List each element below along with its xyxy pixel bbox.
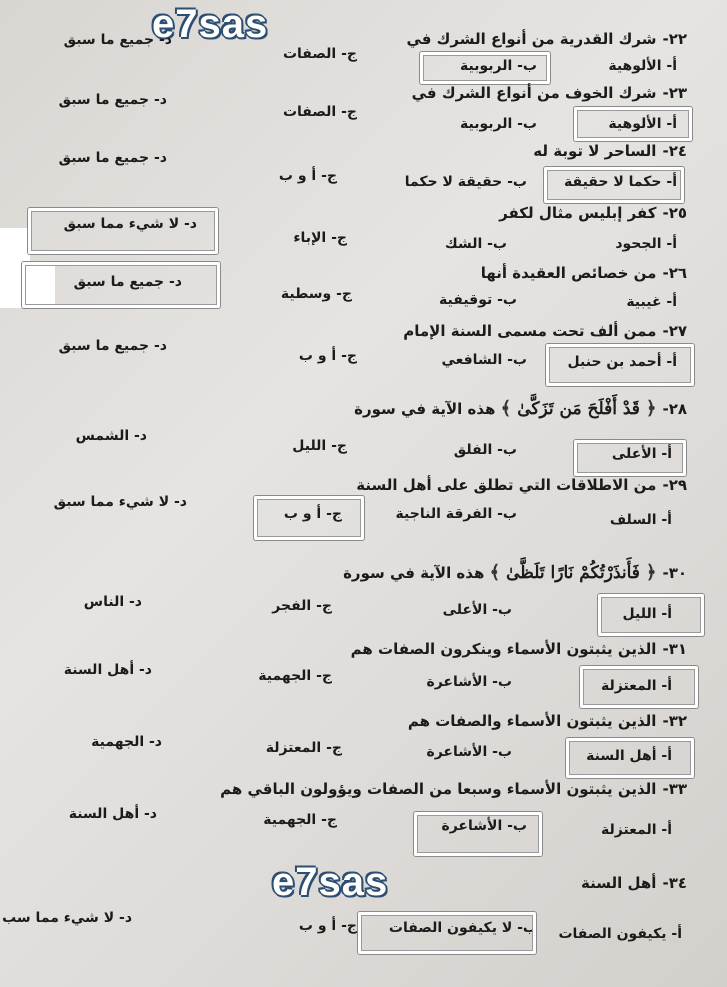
option-a[interactable]: أ- حكما لا حقيقة: [564, 174, 677, 190]
option-a[interactable]: أ- الجحود: [615, 236, 677, 252]
option-a[interactable]: أ- الألوهية: [608, 116, 677, 132]
question-34: ٣٤-أهل السنة: [581, 874, 687, 892]
option-d[interactable]: د- أهل السنة: [63, 662, 152, 678]
option-a[interactable]: أ- الأعلى: [611, 446, 672, 462]
option-d[interactable]: د- جميع ما سبق: [63, 32, 172, 48]
option-d[interactable]: د- جميع ما سبق: [58, 150, 167, 166]
answer-highlight: [28, 208, 218, 254]
option-d[interactable]: د- الشمس: [75, 428, 147, 444]
option-b[interactable]: ب- الربوبية: [459, 58, 537, 74]
option-c[interactable]: ج- الليل: [292, 438, 347, 454]
question-31: ٣١-الذين يثبتون الأسماء وينكرون الصفات هم: [350, 640, 687, 658]
option-d[interactable]: د- أهل السنة: [68, 806, 157, 822]
question-26: ٢٦-من خصائص العقيدة أنها: [480, 264, 687, 282]
option-d[interactable]: د- جميع ما سبق: [58, 338, 167, 354]
question-23: ٢٣-شرك الخوف من أنواع الشرك في: [411, 84, 687, 102]
white-patch: [0, 228, 30, 266]
answer-highlight: [546, 344, 694, 386]
option-d[interactable]: د- جميع ما سبق: [58, 92, 167, 108]
watermark-bottom: e7sas: [272, 860, 389, 904]
answer-highlight: [414, 812, 542, 856]
question-24: ٢٤-الساحر لا توبة له: [533, 142, 687, 160]
question-25: ٢٥-كفر إبليس مثال لكفر: [499, 204, 687, 222]
question-27: ٢٧-ممن ألف تحت مسمى السنة الإمام: [403, 322, 687, 340]
option-c[interactable]: ج- المعتزلة: [265, 740, 342, 756]
answer-highlight: [574, 440, 686, 476]
question-30: ٣٠-﴿فَأَنذَرْتُكُمْ نَارًا تَلَظَّىٰ﴾ هذه الآية في سورة: [343, 562, 687, 583]
option-d[interactable]: د- لا شيء مما سب: [2, 910, 132, 926]
option-c[interactable]: ج- وسطية: [280, 286, 352, 302]
option-a[interactable]: أ- الليل: [622, 606, 672, 622]
option-c[interactable]: ج- الفجر: [272, 598, 332, 614]
answer-highlight: [566, 738, 694, 778]
answer-highlight: [598, 594, 704, 636]
answer-highlight: [22, 262, 220, 308]
option-c[interactable]: ج- أ و ب: [283, 506, 342, 522]
question-29: ٢٩-من الاطلاقات التي تطلق على أهل السنة: [356, 476, 687, 494]
answer-highlight: [358, 912, 536, 954]
option-c[interactable]: ج- الصفات: [282, 104, 357, 120]
option-d[interactable]: د- لا شيء مما سبق: [63, 216, 197, 232]
ornament-icon: ﴾: [500, 398, 512, 419]
watermark-top: e7sas: [152, 2, 269, 46]
question-22: ٢٢-شرك القدرية من أنواع الشرك في: [406, 30, 687, 48]
option-a[interactable]: أ- المعتزلة: [601, 678, 672, 694]
question-33: ٣٣-الذين يثبتون الأسماء وسبعا من الصفات ويؤولون الباقي هم: [220, 780, 687, 798]
option-a[interactable]: أ- أحمد بن حنبل: [567, 354, 677, 370]
option-a[interactable]: أ- أهل السنة: [586, 748, 672, 764]
ornament-icon: ﴿: [645, 398, 657, 419]
ornament-icon: ﴿: [645, 562, 657, 583]
question-28: ٢٨-﴿قَدْ أَفْلَحَ مَن تَزَكَّىٰ﴾ هذه الآية في سورة: [354, 398, 687, 419]
option-b[interactable]: ب- الفرقة الناجية: [395, 506, 517, 522]
option-c[interactable]: ج- أ و ب: [278, 168, 337, 184]
option-d[interactable]: د- الناس: [83, 594, 142, 610]
option-b[interactable]: ب- الأشاعرة: [426, 744, 512, 760]
option-b[interactable]: ب- حقيقة لا حكما: [404, 174, 527, 190]
answer-highlight: [574, 107, 692, 141]
option-b[interactable]: ب- الربوبية: [459, 116, 537, 132]
answer-highlight: [420, 52, 550, 84]
option-b[interactable]: ب- لا يكيفون الصفات: [388, 920, 537, 936]
option-c[interactable]: ج- أ و ب: [298, 918, 357, 934]
answer-highlight: [254, 496, 364, 540]
option-b[interactable]: ب- الشافعي: [441, 352, 527, 368]
option-b[interactable]: ب- الأعلى: [442, 602, 512, 618]
option-d[interactable]: د- الجهمية: [91, 734, 162, 750]
option-a[interactable]: أ- السلف: [609, 512, 672, 528]
option-d[interactable]: د- لا شيء مما سبق: [53, 494, 187, 510]
option-d[interactable]: د- جميع ما سبق: [73, 274, 182, 290]
option-c[interactable]: ج- أ و ب: [298, 348, 357, 364]
ornament-icon: ﴾: [489, 562, 501, 583]
option-c[interactable]: ج- الجهمية: [263, 812, 337, 828]
answer-highlight: [580, 666, 698, 708]
option-c[interactable]: ج- الصفات: [282, 46, 357, 62]
option-c[interactable]: ج- الإباء: [293, 230, 347, 246]
option-b[interactable]: ب- توقيفية: [439, 292, 517, 308]
option-a[interactable]: أ- يكيفون الصفات: [558, 926, 682, 942]
option-a[interactable]: أ- المعتزلة: [601, 822, 672, 838]
option-b[interactable]: ب- الأشاعرة: [426, 674, 512, 690]
option-b[interactable]: ب- الشك: [444, 236, 507, 252]
option-b[interactable]: ب- الأشاعرة: [441, 818, 527, 834]
question-32: ٣٢-الذين يثبتون الأسماء والصفات هم: [407, 712, 687, 730]
option-c[interactable]: ج- الجهمية: [258, 668, 332, 684]
option-a[interactable]: أ- غيبية: [626, 294, 677, 310]
option-a[interactable]: أ- الألوهية: [608, 58, 677, 74]
option-b[interactable]: ب- الفلق: [453, 442, 517, 458]
answer-highlight: [544, 167, 684, 203]
